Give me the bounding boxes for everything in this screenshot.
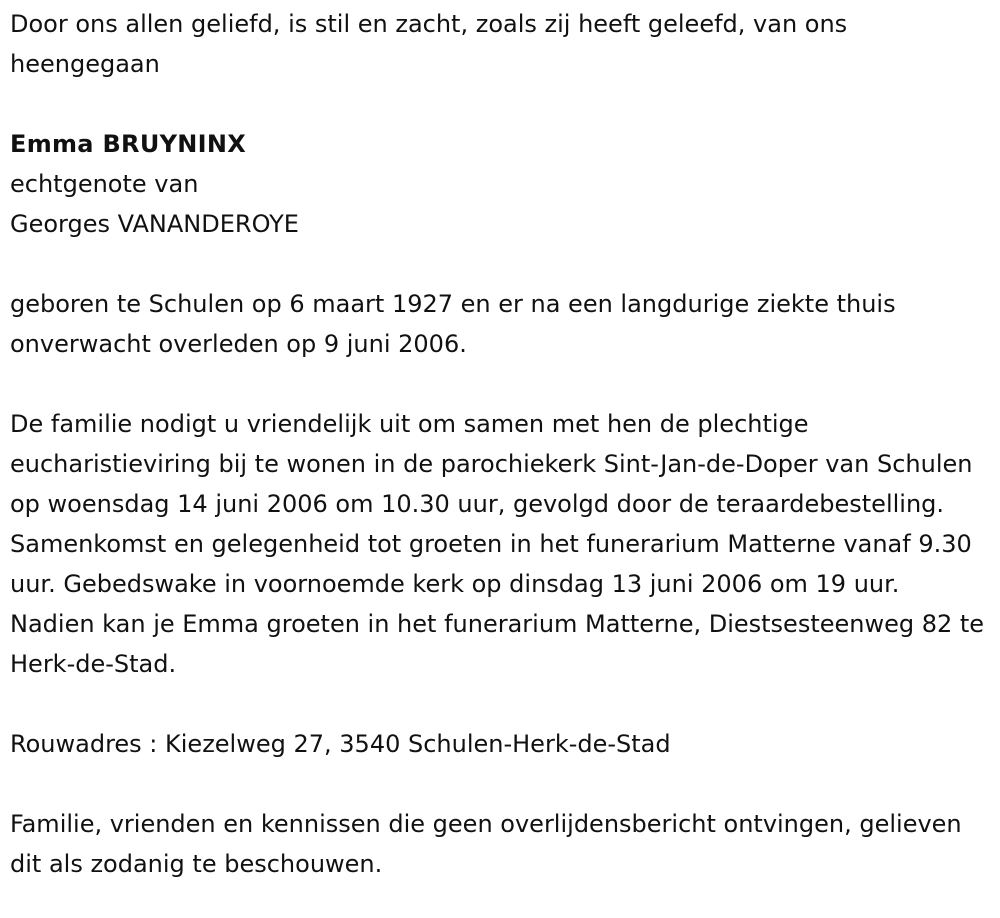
deceased-name: Emma BRUYNINX bbox=[10, 130, 247, 158]
spacer bbox=[10, 764, 990, 804]
address-line: Rouwadres : Kiezelweg 27, 3540 Schulen-Herk-de-Stad bbox=[10, 730, 671, 758]
intro-paragraph: Door ons allen geliefd, is stil en zacht, zoals zij heeft geleefd, van ons heengegaan bbox=[10, 10, 848, 78]
spacer bbox=[10, 84, 990, 124]
obituary-notice bbox=[10, 4, 990, 884]
spouse-name: Georges VANANDEROYE bbox=[10, 210, 299, 238]
relation-line: echtgenote van bbox=[10, 170, 199, 198]
spacer bbox=[10, 244, 990, 284]
spacer bbox=[10, 364, 990, 404]
closing-paragraph: Familie, vrienden en kennissen die geen overlijdensbericht ontvingen, gelieven dit als zodanig te beschouwen. bbox=[10, 810, 962, 878]
spacer bbox=[10, 684, 990, 724]
ceremony-paragraph: De familie nodigt u vriendelijk uit om samen met hen de plechtige eucharistieviring bij te wonen in de parochiekerk Sint-Jan-de-Doper van Schulen op woensdag 14 juni 2006 om 10.30 uur, gevolgd door de teraardebestelling. Samenkomst en gelegenheid tot groeten in het funerarium Matterne vanaf 9.30 uur. Gebedswake in voornoemde kerk op dinsdag 13 juni 2006 om 19 uur. Nadien kan je Emma groeten in het funerarium Matterne, Diestsesteenweg 82 te Herk-de-Stad. bbox=[10, 410, 985, 678]
birth-death-paragraph: geboren te Schulen op 6 maart 1927 en er na een langdurige ziekte thuis onverwacht overleden op 9 juni 2006. bbox=[10, 290, 896, 358]
